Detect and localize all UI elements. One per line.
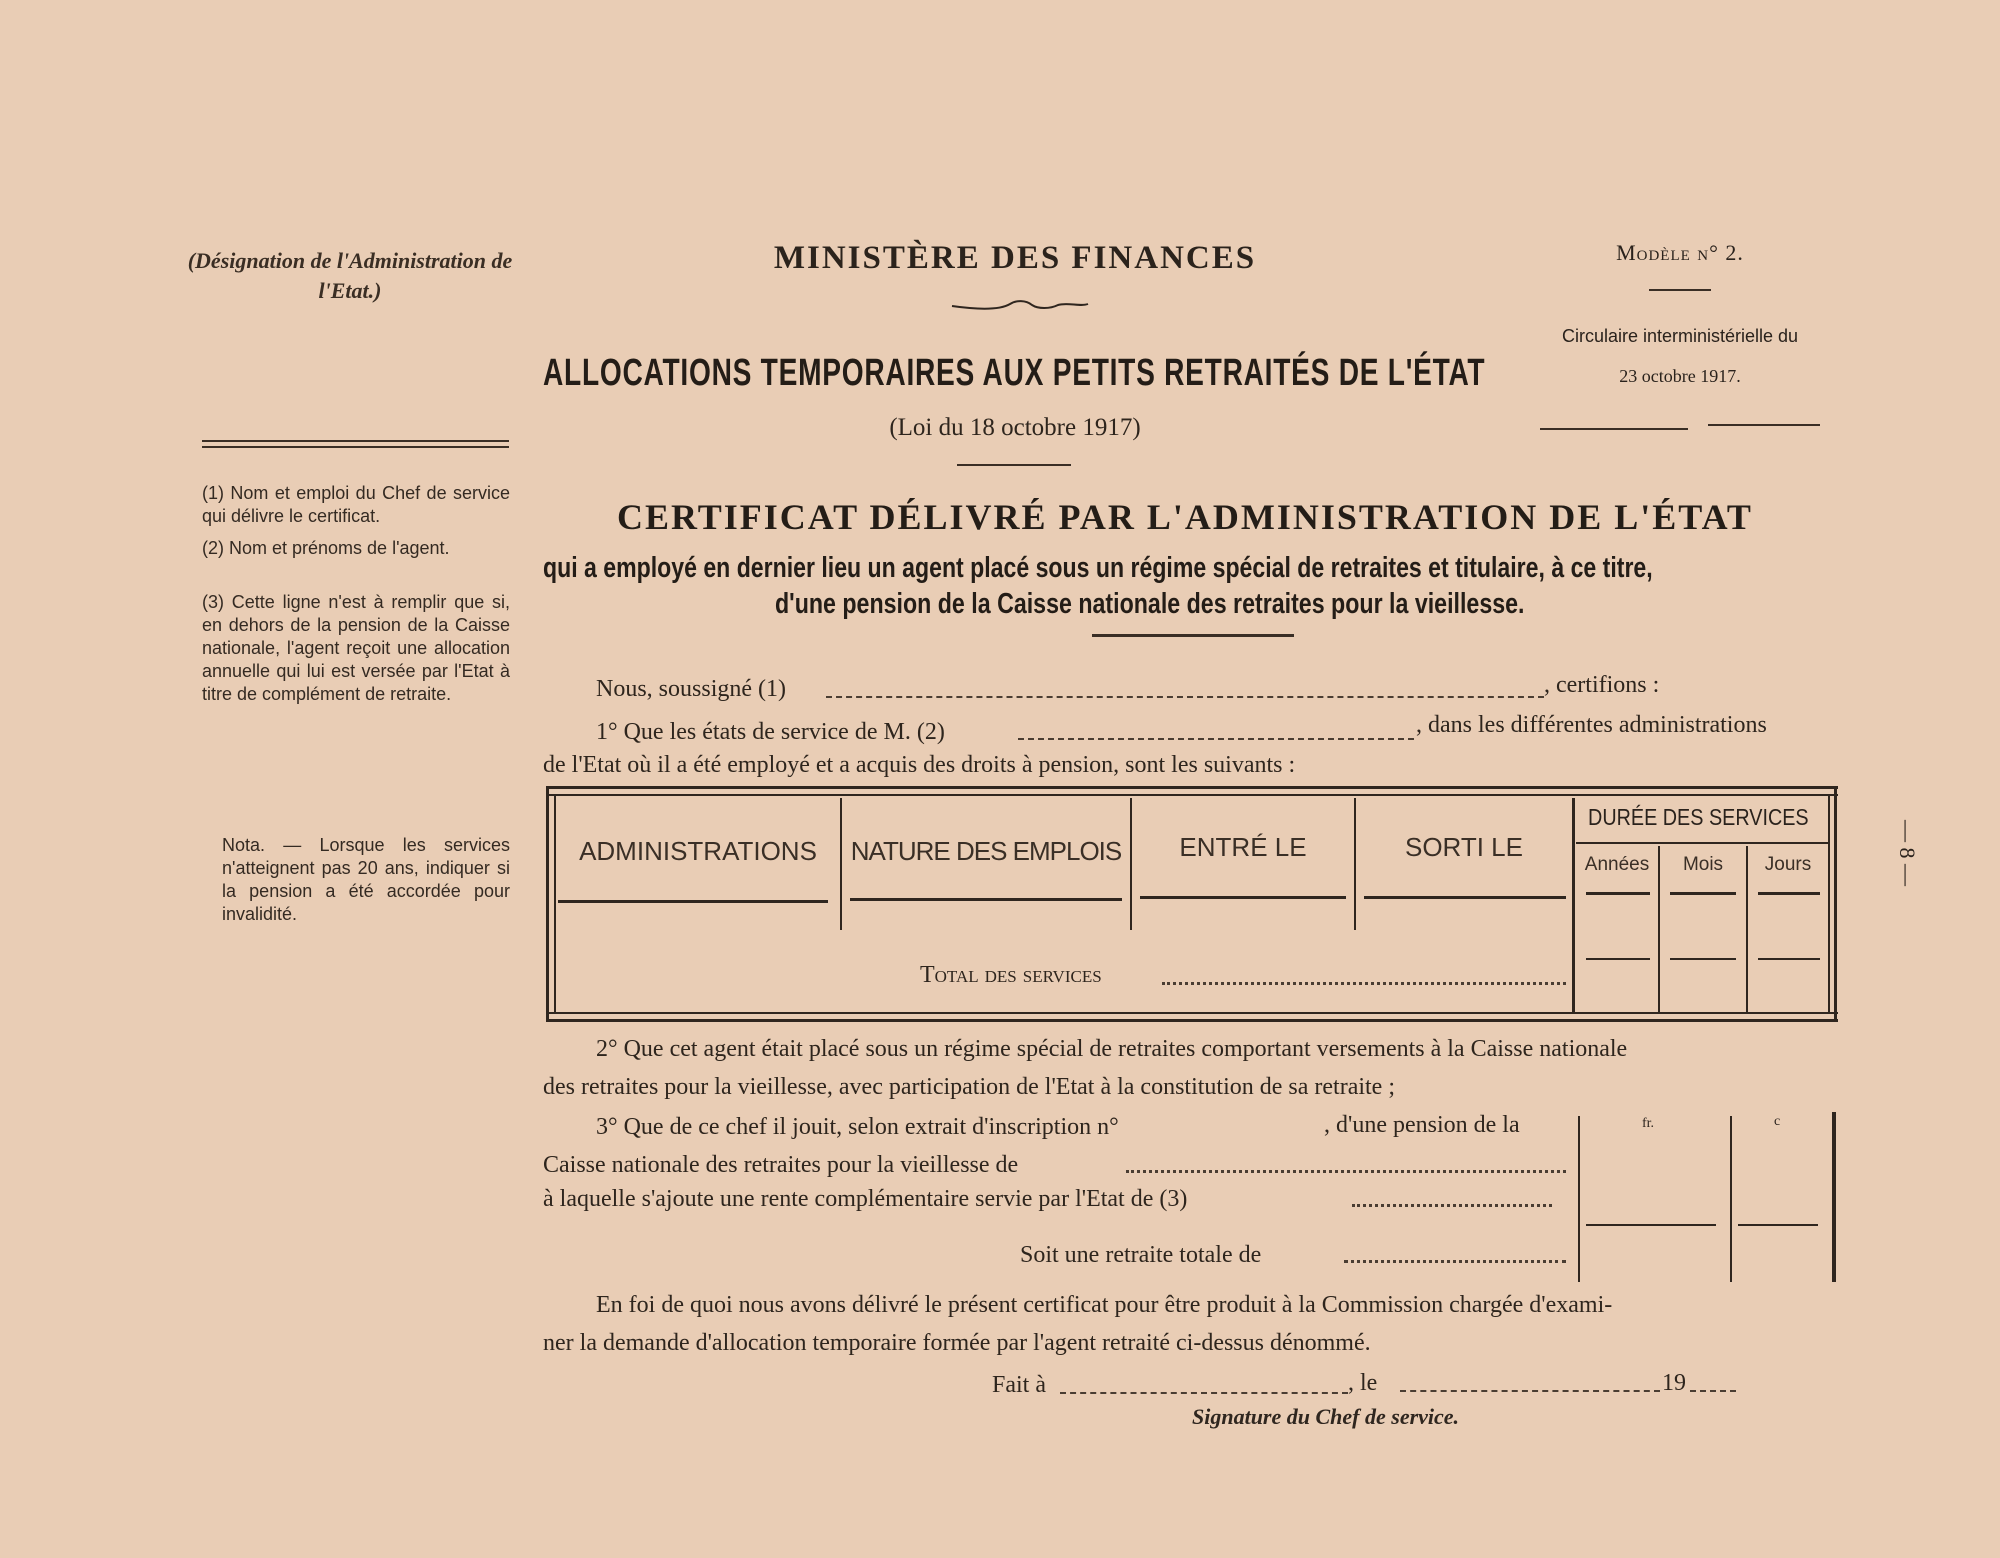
item1-line2: de l'Etat où il a été employé et a acquis des droits à pension, sont les suivants : [543,752,1296,778]
circular-rule-right [1708,424,1820,426]
year-field[interactable] [1690,1390,1736,1392]
agent-name-field[interactable] [1018,738,1414,740]
header-jours: Jours [1764,854,1812,875]
item2-line1: 2° Que cet agent était placé sous un régime spécial de retraites comportant versements à la Caisse nationale [596,1036,1628,1062]
date-field[interactable] [1400,1390,1660,1392]
certificate-subtitle-2: d'une pension de la Caisse nationale des retraites pour la vieillesse. [775,588,1525,620]
subtitle-underline [1092,634,1294,637]
closing-line1: En foi de quoi nous avons délivré le présent certificat pour être produit à la Commission chargée d'exami- [596,1292,1613,1318]
subtitle-wrapper-2 [775,588,1675,621]
certificate-subtitle-1: qui a employé en dernier lieu un agent placé sous un régime spécial de retraites et titulaire, à ce titre, [543,552,1653,584]
title-wrapper [543,352,1503,402]
law-reference: (Loi du 18 octobre 1917) [889,414,1141,441]
amount-rule-francs [1586,1224,1716,1226]
item3-total-dots [1344,1260,1566,1263]
currency-francs: fr. [1642,1116,1655,1131]
item3-line1: 3° Que de ce chef il jouit, selon extrait d'inscription n° [596,1114,1119,1140]
footnote-1: (1) Nom et emploi du Chef de service qui délivre le certificat. [202,483,510,526]
year-prefix: 19 [1662,1370,1686,1396]
footnote-2: (2) Nom et prénoms de l'agent. [202,538,450,558]
circular-line-2: 23 octobre 1917. [1619,366,1741,386]
header-administrations: ADMINISTRATIONS [579,836,817,866]
header-mois: Mois [1682,854,1724,875]
total-leader-dots [1162,982,1566,985]
margin-rule-bottom [202,446,509,448]
amount-col-mid [1730,1116,1732,1282]
model-underline [1649,289,1711,291]
circular-rule-left [1540,428,1688,430]
nous-prefix: Nous, soussigné (1) [596,676,786,702]
item3-line2-dots [1126,1170,1566,1173]
ornament-flourish [950,296,1090,316]
header-nature-emplois: NATURE DES EMPLOIS [850,836,1122,866]
subtitle-wrapper-1 [543,552,1813,585]
amount-col-right [1832,1112,1836,1282]
law-underline [957,464,1071,466]
item1-suffix: , dans les différentes administrations [1416,712,1767,738]
model-number: Modèle n° 2. [1616,240,1744,265]
item2-line2: des retraites pour la vieillesse, avec participation de l'Etat à la constitution de sa retraite ; [543,1074,1395,1100]
amount-col-left [1578,1116,1580,1282]
header-sorti-le: SORTI LE [1404,832,1523,862]
nous-suffix: , certifions : [1544,672,1660,698]
administration-designation: (Désignation de l'Administration de l'Etat.) [187,248,513,303]
currency-centimes: c [1774,1114,1781,1129]
item3-total-label: Soit une retraite totale de [1020,1242,1262,1268]
item3-line3-dots [1352,1204,1552,1207]
margin-rule-top [202,440,509,442]
allocation-title: ALLOCATIONS TEMPORAIRES AUX PETITS RETRAITÉS DE L'ÉTAT [543,352,1486,394]
nous-signatory-field[interactable] [826,696,1544,698]
item3-line2: Caisse nationale des retraites pour la vieillesse de [543,1152,1019,1178]
header-duree-services: DURÉE DES SERVICES [1588,804,1809,830]
header-annees: Années [1584,854,1650,875]
nota-note: Nota. — Lorsque les services n'atteignent pas 20 ans, indiquer si la pension a été accordée pour invalidité. [222,835,510,924]
ministry-title: MINISTÈRE DES FINANCES [773,240,1257,276]
duration-header-wrapper [1576,804,1828,831]
certificate-title: CERTIFICAT DÉLIVRÉ PAR L'ADMINISTRATION DE L'ÉTAT [617,497,1753,537]
total-services-label: Total des services [920,962,1102,988]
place-field[interactable] [1060,1392,1348,1394]
footnote-3: (3) Cette ligne n'est à remplir que si, en dehors de la pension de la Caisse nationale, l'agent reçoit une allocation annuelle qui lui est versée par l'Etat à titre de complément de retraite. [202,592,510,704]
services-table [546,786,1838,1022]
signature-label: Signature du Chef de service. [1192,1404,1460,1429]
closing-line2: ner la demande d'allocation temporaire formée par l'agent retraité ci-dessus dénommé. [543,1330,1371,1356]
fait-a-label: Fait à [992,1372,1046,1398]
circular-line-1: Circulaire interministérielle du [1561,326,1799,346]
item3-line1b: , d'une pension de la [1324,1112,1520,1138]
item1-prefix: 1° Que les états de service de M. (2) [596,719,945,745]
item3-line3: à laquelle s'ajoute une rente complémentaire servie par l'Etat de (3) [543,1186,1188,1212]
header-entre-le: ENTRÉ LE [1179,832,1307,862]
amount-rule-centimes [1738,1224,1818,1226]
page-number: — 8 — [1895,820,1920,886]
le-label: , le [1348,1370,1378,1396]
